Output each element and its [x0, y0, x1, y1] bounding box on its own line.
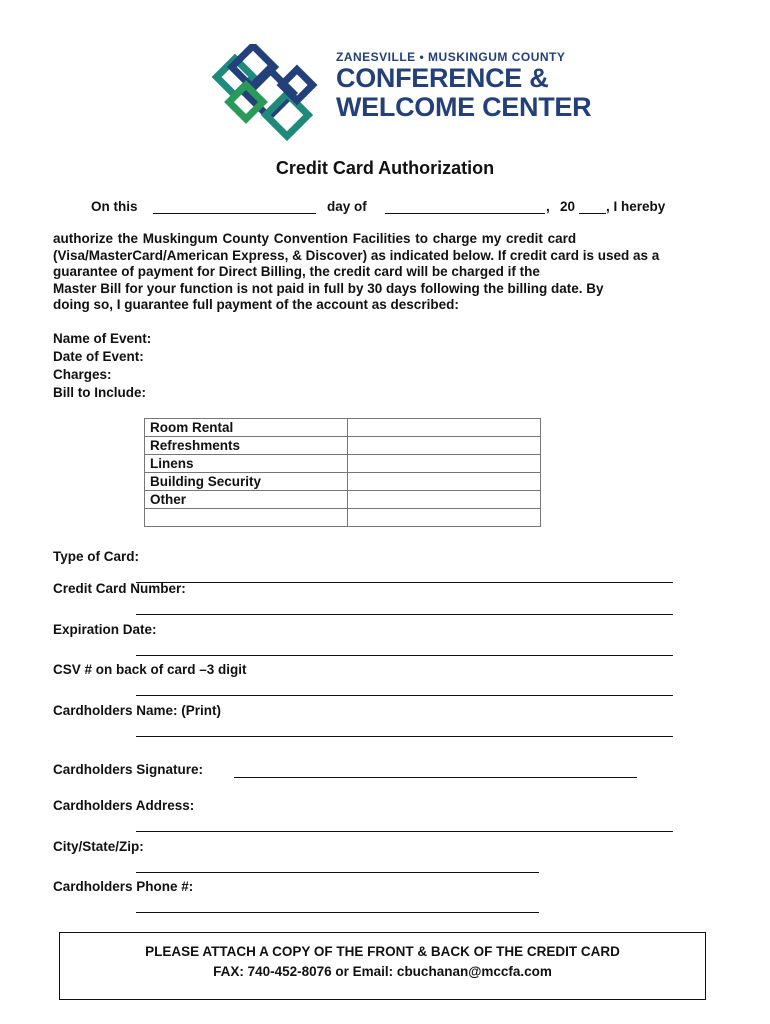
- logo-title-line1: CONFERENCE &: [336, 63, 549, 93]
- table-row: [145, 473, 541, 491]
- intro-hereby: , I hereby: [606, 199, 666, 214]
- cardholder-signature-line[interactable]: [234, 777, 637, 778]
- table-row: [145, 509, 541, 527]
- name-of-event-label: Name of Event:: [53, 331, 152, 346]
- bill-items-table: [144, 418, 541, 527]
- paragraph-line: Master Bill for your function is not paid in full by 30 days following the billing date. By: [53, 280, 604, 296]
- cardholder-name-label: Cardholders Name: (Print): [53, 703, 222, 718]
- day-input-line[interactable]: [153, 213, 316, 214]
- month-input-line[interactable]: [385, 213, 545, 214]
- notice-line-2: FAX: 740-452-8076 or Email: cbuchanan@mccfa.com: [213, 964, 552, 979]
- paragraph-line: (Visa/MasterCard/American Express, & Discover) as indicated below. If credit card is used as a: [53, 247, 660, 263]
- cardholder-address-line[interactable]: [136, 831, 673, 832]
- intro-day-of: day of: [327, 199, 367, 214]
- year-input-line[interactable]: [579, 213, 606, 214]
- bill-item-label: Room Rental: [145, 419, 348, 437]
- card-number-label: Credit Card Number:: [53, 581, 186, 596]
- attach-copy-notice: [59, 932, 706, 1000]
- logo-title-line2: WELCOME CENTER: [336, 92, 592, 122]
- event-fields: [53, 330, 151, 402]
- charges-label: Charges:: [53, 367, 112, 382]
- table-row: [145, 437, 541, 455]
- type-of-card-label: Type of Card:: [53, 549, 140, 564]
- bill-item-value-cell[interactable]: [348, 455, 541, 473]
- cardholder-address-label: Cardholders Address:: [53, 798, 195, 813]
- cardholder-name-line[interactable]: [136, 736, 673, 737]
- table-row: [145, 419, 541, 437]
- paragraph-line: authorize the Muskingum County Convention Facilities to charge my credit card: [53, 231, 577, 246]
- intro-on-this: On this: [91, 199, 138, 214]
- cardholder-phone-line[interactable]: [136, 912, 539, 913]
- cardholder-phone-label: Cardholders Phone #:: [53, 879, 194, 894]
- paragraph-line: guarantee of payment for Direct Billing, the credit card will be charged if the: [53, 264, 540, 279]
- bill-item-label: Other: [145, 491, 348, 509]
- notice-line-1: PLEASE ATTACH A COPY OF THE FRONT & BACK OF THE CREDIT CARD: [145, 944, 620, 959]
- bill-item-value-cell[interactable]: [348, 509, 541, 527]
- intro-year-prefix: 20: [560, 199, 576, 214]
- expiration-date-line[interactable]: [136, 655, 673, 656]
- city-state-zip-label: City/State/Zip:: [53, 839, 144, 854]
- date-of-event-label: Date of Event:: [53, 349, 144, 364]
- bill-item-value-cell[interactable]: [348, 491, 541, 509]
- intro-comma: ,: [546, 199, 550, 214]
- logo-squares-icon: [212, 44, 328, 144]
- bill-item-label: [145, 509, 348, 527]
- logo-wordmark: [336, 50, 591, 122]
- authorization-paragraph: [53, 231, 718, 314]
- type-of-card-line[interactable]: [136, 582, 673, 583]
- bill-item-label: Building Security: [145, 473, 348, 491]
- card-number-line[interactable]: [136, 614, 673, 615]
- bill-item-value-cell[interactable]: [348, 473, 541, 491]
- table-row: [145, 455, 541, 473]
- bill-item-value-cell[interactable]: [348, 419, 541, 437]
- expiration-date-label: Expiration Date:: [53, 622, 157, 637]
- cardholder-signature-label: Cardholders Signature:: [53, 762, 204, 777]
- city-state-zip-line[interactable]: [136, 872, 539, 873]
- bill-item-value-cell[interactable]: [348, 437, 541, 455]
- paragraph-line: doing so, I guarantee full payment of the account as described:: [53, 297, 459, 312]
- bill-to-include-label: Bill to Include:: [53, 385, 146, 400]
- csv-line[interactable]: [136, 695, 673, 696]
- logo-subtitle: ZANESVILLE • MUSKINGUM COUNTY: [336, 50, 566, 64]
- bill-item-label: Linens: [145, 455, 348, 473]
- page-title: Credit Card Authorization: [275, 158, 495, 178]
- csv-label: CSV # on back of card –3 digit: [53, 662, 247, 677]
- table-row: [145, 491, 541, 509]
- bill-item-label: Refreshments: [145, 437, 348, 455]
